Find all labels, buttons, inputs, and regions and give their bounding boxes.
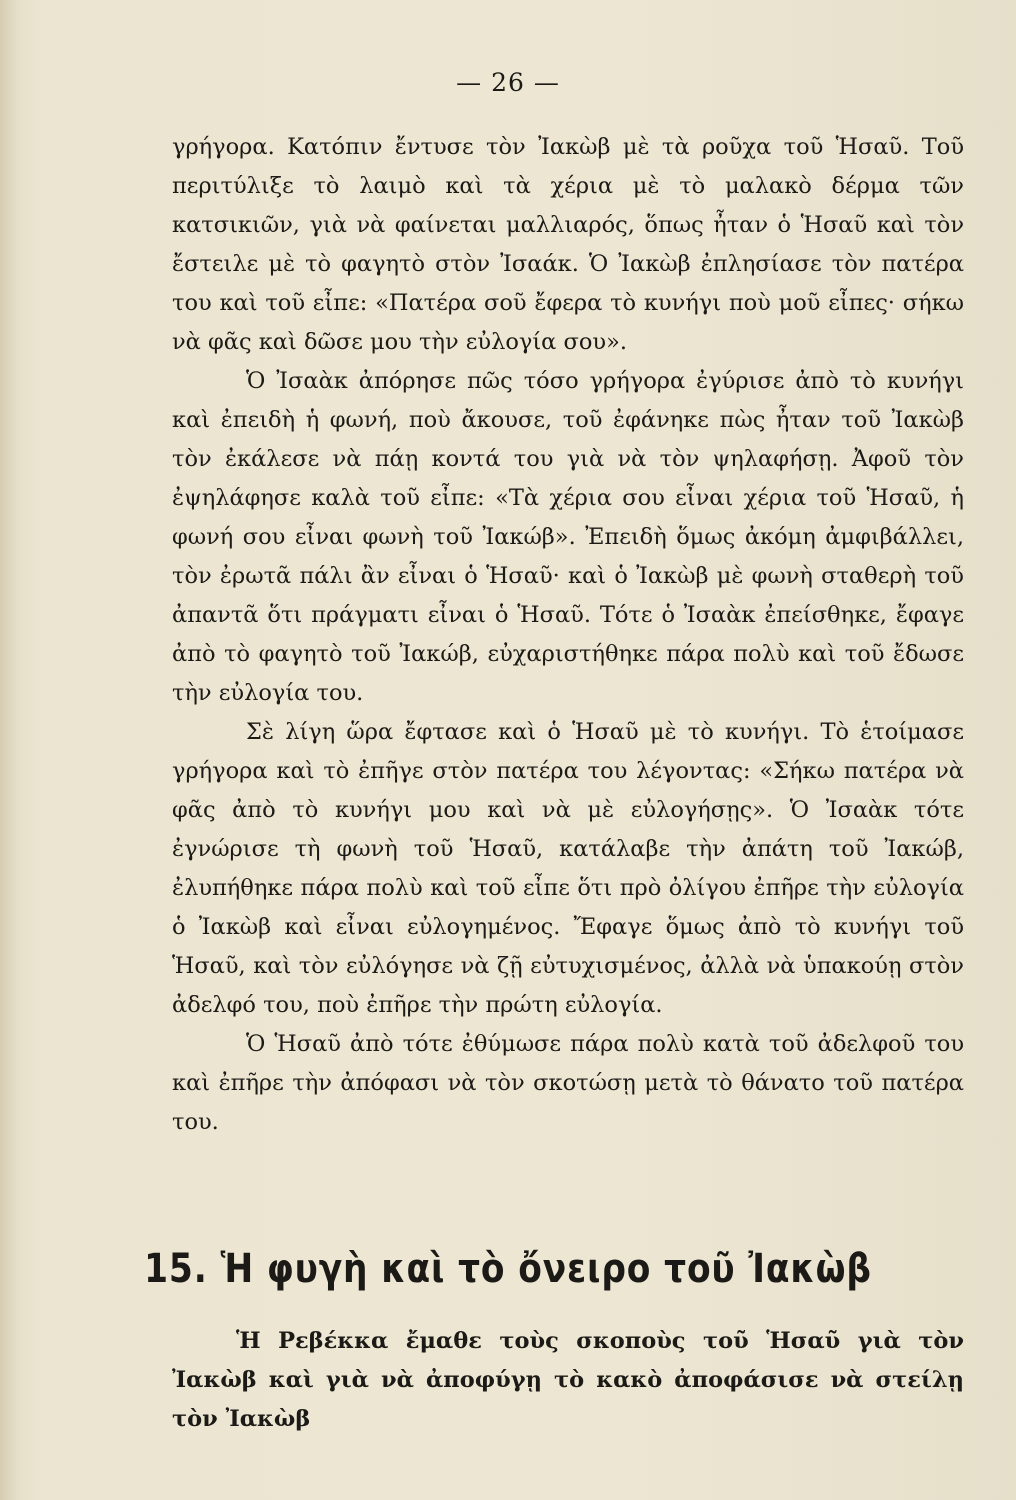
paragraph-4: Ὁ Ἡσαῦ ἀπὸ τότε ἐθύμωσε πάρα πολὺ κατὰ τοῦ ἀδελφοῦ του καὶ ἐπῆρε τὴν ἀπόφασι νὰ τὸν σκοτώσῃ μετὰ τὸ θάνατο τοῦ πατέρα του. [172,1031,964,1135]
chapter-body [172,1322,964,1439]
paragraph-1: γρήγορα. Κατόπιν ἔντυσε τὸν Ἰακὼβ μὲ τὰ ροῦχα τοῦ Ἡσαῦ. Τοῦ περιτύλιξε τὸ λαιμὸ καὶ τὰ χέρια μὲ τὸ μαλακὸ δέρμα τῶν κατσικιῶν, γιὰ νὰ φαίνεται μαλλιαρός, ὅπως ἦταν ὁ Ἡσαῦ καὶ τὸν ἔστειλε μὲ τὸ φαγητὸ στὸν Ἰσαάκ. Ὁ Ἰακὼβ ἐπλησίασε τὸν πατέρα του καὶ τοῦ εἶπε: «Πατέρα σοῦ ἔφερα τὸ κυνήγι ποὺ μοῦ εἶπες· σήκω νὰ φᾶς καὶ δῶσε μου τὴν εὐλογία σου». [172,134,964,355]
body-text [172,128,964,1142]
chapter-paragraph-1: Ἡ Ρεβέκκα ἔμαθε τοὺς σκοποὺς τοῦ Ἡσαῦ γιὰ τὸν Ἰακὼβ καὶ γιὰ νὰ ἀποφύγῃ τὸ κακὸ ἀποφάσισε νὰ στείλῃ τὸν Ἰακὼβ [172,1328,964,1432]
chapter-title: 15. Ἡ φυγὴ καὶ τὸ ὄνειρο τοῦ Ἰακὼβ [144,1246,872,1292]
page-gutter [0,0,18,1500]
page-number: — 26 — [456,68,560,97]
paragraph-3: Σὲ λίγη ὥρα ἔφτασε καὶ ὁ Ἡσαῦ μὲ τὸ κυνήγι. Τὸ ἑτοίμασε γρήγορα καὶ τὸ ἐπῆγε στὸν πατέρα του λέγοντας: «Σήκω πατέρα νὰ φᾶς ἀπὸ τὸ κυνήγι μου καὶ νὰ μὲ εὐλογήσῃς». Ὁ Ἰσαὰκ τότε ἐγνώρισε τὴ φωνὴ τοῦ Ἡσαῦ, κατάλαβε τὴν ἀπάτη τοῦ Ἰακώβ, ἐλυπήθηκε πάρα πολὺ καὶ τοῦ εἶπε ὅτι πρὸ ὀλίγου ἐπῆρε τὴν εὐλογία ὁ Ἰακὼβ καὶ εἶναι εὐλογημένος. Ἔφαγε ὅμως ἀπὸ τὸ κυνήγι τοῦ Ἡσαῦ, καὶ τὸν εὐλόγησε νὰ ζῇ εὐτυχισμένος, ἀλλὰ νὰ ὑπακούῃ στὸν ἀδελφό του, ποὺ ἐπῆρε τὴν πρώτη εὐλογία. [172,719,964,1018]
paragraph-2: Ὁ Ἰσαὰκ ἀπόρησε πῶς τόσο γρήγορα ἐγύρισε ἀπὸ τὸ κυνήγι καὶ ἐπειδὴ ἡ φωνή, ποὺ ἄκουσε, τοῦ ἐφάνηκε πὼς ἦταν τοῦ Ἰακὼβ τὸν ἐκάλεσε νὰ πάῃ κοντά του γιὰ νὰ τὸν ψηλαφήσῃ. Ἀφοῦ τὸν ἐψηλάφησε καλὰ τοῦ εἶπε: «Τὰ χέρια σου εἶναι χέρια τοῦ Ἡσαῦ, ἡ φωνή σου εἶναι φωνὴ τοῦ Ἰακώβ». Ἐπειδὴ ὅμως ἀκόμη ἀμφιβάλλει, τὸν ἐρωτᾶ πάλι ἂν εἶναι ὁ Ἡσαῦ· καὶ ὁ Ἰακὼβ μὲ φωνὴ σταθερὴ τοῦ ἀπαντᾶ ὅτι πράγματι εἶναι ὁ Ἡσαῦ. Τότε ὁ Ἰσαὰκ ἐπείσθηκε, ἔφαγε ἀπὸ τὸ φαγητὸ τοῦ Ἰακώβ, εὐχαριστήθηκε πάρα πολὺ καὶ τοῦ ἔδωσε τὴν εὐλογία του. [172,368,964,706]
